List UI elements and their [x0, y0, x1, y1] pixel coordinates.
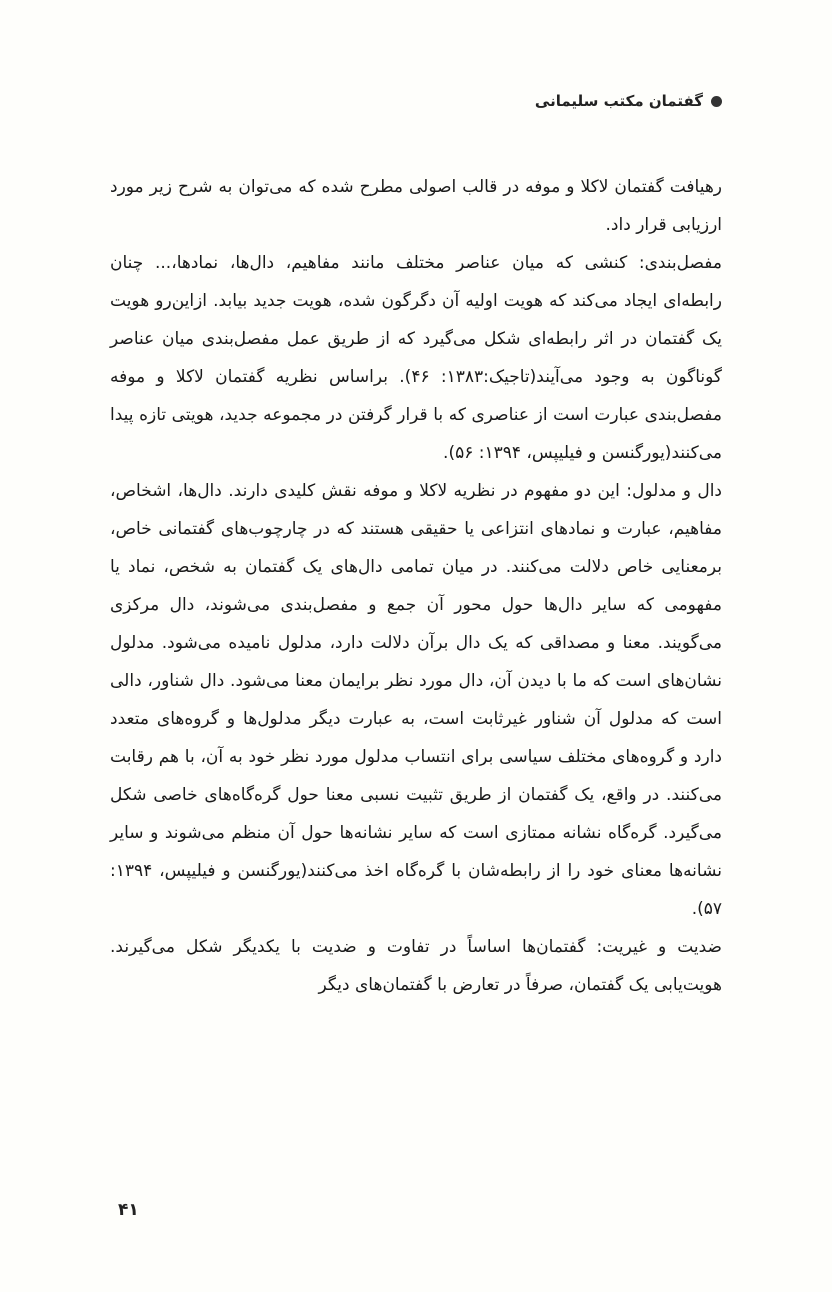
paragraph-intro: رهیافت گفتمان لاکلا و موفه در قالب اصولی مطرح شده که می‌توان به شرح زیر مورد ارزیابی قرار داد.	[110, 177, 722, 235]
paragraph-signifier: دال و مدلول: این دو مفهوم در نظریه لاکلا و موفه نقش کلیدی دارند. دال‌ها، اشخاص، مفاهیم، عبارت و نمادهای انتزاعی یا حقیقی هستند که در چارچوب‌های گفتمانی خاص، برمعنایی خاص دلالت می‌کنند. در میان تمامی دال‌های یک گفتمان به شخص، نماد یا مفهومی که سایر دال‌ها حول محور آن جمع و مفصل‌بندی می‌شوند، دال مرکزی می‌گویند. معنا و مصداقی که یک دال برآن دلالت دارد، مدلول نامیده می‌شود. مدلول نشان‌های است که ما با دیدن آن، دال مورد نظر برایمان معنا می‌شود. دال شناور، دالی است که مدلول آن شناور غیرثابت است، به عبارت دیگر مدلول‌ها و گروه‌های متعدد دارد و گروه‌های مختلف سیاسی برای انتساب مدلول مورد نظر خود به آن، با هم رقابت می‌کنند. در واقع، یک گفتمان از طریق تثبیت نسبی معنا حول گره‌گاه‌های خاصی شکل می‌گیرد. گره‌گاه نشانه ممتازی است که سایر نشانه‌ها حول آن منظم می‌شوند و سایر نشانه‌ها معنای خود را از رابطه‌شان با گره‌گاه اخذ می‌کنند(یورگنسن و فیلیپس، ۱۳۹۴: ۵۷).	[110, 481, 722, 919]
paragraph-articulation: مفصل‌بندی: کنشی که میان عناصر مختلف مانند مفاهیم، دال‌ها، نمادها،... چنان رابطه‌ای ایجاد می‌کند که هویت اولیه آن دگرگون شده، هویت جدید بیابد. ازاین‌رو هویت یک گفتمان در اثر رابطه‌ای شکل می‌گیرد که از طریق عمل مفصل‌بندی میان عناصر گوناگون به وجود می‌آیند(تاجیک:۱۳۸۳: ۴۶). براساس نظریه گفتمان لاکلا و موفه مفصل‌بندی عبارت است از عناصری که با قرار گرفتن در مجموعه جدید، هویتی تازه پیدا می‌کنند(یورگنسن و فیلیپس، ۱۳۹۴: ۵۶).	[110, 253, 722, 463]
running-head	[90, 92, 722, 110]
bullet-icon	[711, 96, 722, 107]
page-number: ۴۱	[118, 1200, 139, 1220]
body-text	[110, 168, 722, 1004]
running-title: گفتمان مکتب سلیمانی	[534, 92, 703, 110]
paragraph-antagonism: ضدیت و غیریت: گفتمان‌ها اساساً در تفاوت و ضدیت با یکدیگر شکل می‌گیرند. هویت‌یابی یک گفتمان، صرفاً در تعارض با گفتمان‌های دیگر	[110, 937, 722, 995]
